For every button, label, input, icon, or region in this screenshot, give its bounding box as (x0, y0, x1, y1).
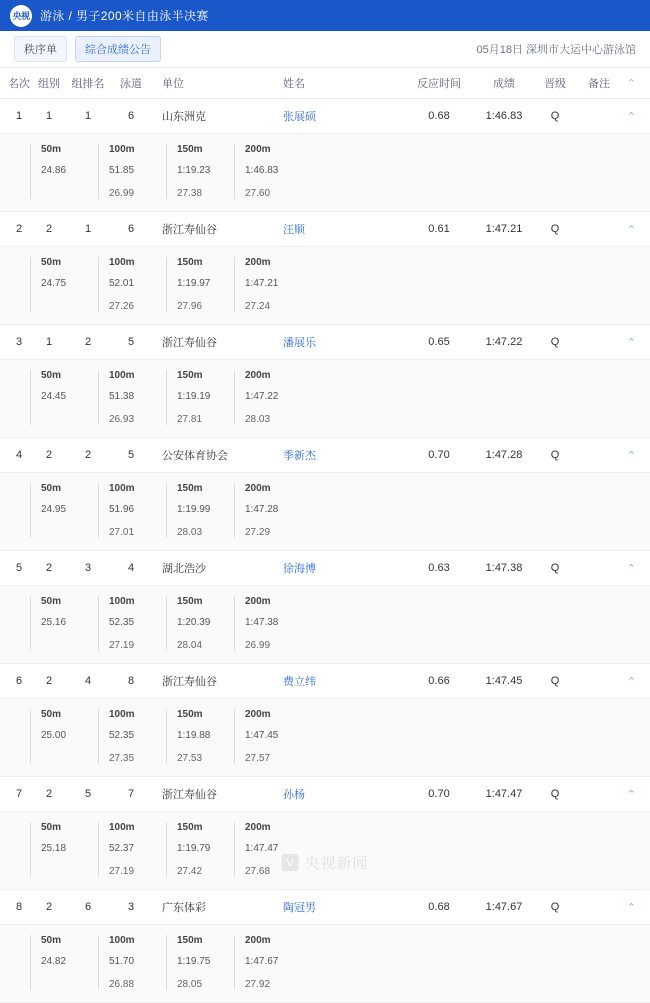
split-lap-time: 27.24 (245, 301, 271, 312)
split-cell (166, 257, 232, 312)
row-collapse-icon[interactable]: ⌃ (626, 788, 636, 801)
split-cell (30, 144, 96, 199)
cell-reaction: 0.65 (428, 336, 450, 348)
row-collapse-icon[interactable]: ⌃ (626, 562, 636, 575)
split-distance-label: 50m (41, 483, 62, 494)
cell-reaction: 0.68 (428, 901, 450, 913)
split-cell (30, 935, 96, 990)
cell-reaction: 0.70 (428, 449, 450, 461)
split-cumulative-time: 1:47.22 (245, 391, 279, 402)
split-distance-label: 150m (177, 596, 203, 607)
split-cell (30, 257, 96, 312)
split-lap-time: 27.01 (109, 527, 135, 538)
splits-panel (0, 812, 650, 890)
split-cumulative-time: 51.38 (109, 391, 135, 402)
split-distance-label: 50m (41, 144, 62, 155)
tab-start-list[interactable]: 秩序单 (14, 36, 67, 62)
column-header-group-rank: 组排名 (71, 78, 105, 90)
split-cumulative-time: 24.82 (41, 956, 67, 967)
split-cell (234, 709, 300, 764)
split-cumulative-time: 51.70 (109, 956, 135, 967)
split-cell (98, 370, 164, 425)
cell-athlete-name[interactable]: 徐海博 (283, 563, 316, 575)
split-lap-time: 26.93 (109, 414, 135, 425)
split-lap-time: 27.26 (109, 301, 135, 312)
split-cumulative-time: 24.45 (41, 391, 67, 402)
split-lap-time: 28.03 (245, 414, 271, 425)
cell-reaction: 0.70 (428, 788, 450, 800)
split-cell (98, 483, 164, 538)
split-lap-time: 27.60 (245, 188, 271, 199)
split-lap-time: 27.81 (177, 414, 203, 425)
split-cell (234, 596, 300, 651)
column-header-unit: 单位 (162, 78, 184, 90)
cctv-logo-icon: 央视 (10, 5, 32, 27)
split-distance-label: 100m (109, 709, 135, 720)
split-lap-time: 27.68 (245, 866, 271, 877)
watermark (281, 852, 368, 873)
split-cumulative-time: 1:47.21 (245, 278, 279, 289)
split-distance-label: 100m (109, 257, 135, 268)
split-distance-label: 150m (177, 257, 203, 268)
cell-unit: 浙江寿仙谷 (162, 337, 217, 349)
column-header-result: 成绩 (493, 78, 515, 90)
split-cell (166, 596, 232, 651)
split-distance-label: 50m (41, 822, 62, 833)
split-distance-label: 50m (41, 370, 62, 381)
cell-lane: 6 (127, 223, 135, 235)
cell-unit: 湖北浩沙 (162, 563, 206, 575)
split-lap-time: 27.92 (245, 979, 271, 990)
split-lap-time: 27.19 (109, 640, 135, 651)
table-row[interactable] (0, 890, 650, 925)
tab-results-bulletin[interactable]: 综合成绩公告 (75, 36, 161, 62)
splits-panel (0, 473, 650, 551)
split-lap-time: 27.96 (177, 301, 203, 312)
split-cumulative-time: 25.16 (41, 617, 67, 628)
split-distance-label: 200m (245, 144, 271, 155)
cell-group-rank: 1 (84, 223, 92, 235)
cell-group-rank: 6 (84, 901, 92, 913)
cell-result: 1:46.83 (485, 110, 523, 122)
split-distance-label: 200m (245, 370, 271, 381)
split-cumulative-time: 51.85 (109, 165, 135, 176)
split-distance-label: 150m (177, 935, 203, 946)
column-header-note: 备注 (588, 78, 610, 90)
table-row[interactable] (0, 325, 650, 360)
row-collapse-icon[interactable]: ⌃ (626, 675, 636, 688)
split-cumulative-time: 1:19.88 (177, 730, 211, 741)
split-distance-label: 150m (177, 483, 203, 494)
cell-unit: 浙江寿仙谷 (162, 224, 217, 236)
split-cell (98, 596, 164, 651)
splits-panel (0, 586, 650, 664)
cell-lane: 4 (127, 562, 135, 574)
table-header-row (0, 68, 650, 99)
cell-group: 1 (45, 336, 53, 348)
cell-rank: 2 (15, 223, 23, 235)
split-cumulative-time: 1:47.47 (245, 843, 279, 854)
split-cell (234, 144, 300, 199)
split-distance-label: 200m (245, 822, 271, 833)
split-cell (98, 257, 164, 312)
split-lap-time: 26.88 (109, 979, 135, 990)
split-cumulative-time: 52.35 (109, 617, 135, 628)
split-distance-label: 100m (109, 935, 135, 946)
cell-qualify: Q (550, 223, 560, 235)
split-cell (166, 709, 232, 764)
split-cumulative-time: 1:20.39 (177, 617, 211, 628)
cell-rank: 4 (15, 449, 23, 461)
weibo-icon: V (281, 854, 298, 871)
cell-qualify: Q (550, 901, 560, 913)
cell-group-rank: 4 (84, 675, 92, 687)
split-cumulative-time: 52.35 (109, 730, 135, 741)
cell-unit: 浙江寿仙谷 (162, 789, 217, 801)
split-cell (30, 483, 96, 538)
cell-group-rank: 5 (84, 788, 92, 800)
cell-qualify: Q (550, 336, 560, 348)
cell-reaction: 0.63 (428, 562, 450, 574)
split-cell (98, 822, 164, 877)
split-cumulative-time: 1:47.38 (245, 617, 279, 628)
split-cell (234, 935, 300, 990)
column-header-lane: 泳道 (120, 78, 142, 90)
splits-panel (0, 134, 650, 212)
cell-athlete-name[interactable]: 季新杰 (283, 450, 316, 462)
split-lap-time: 27.53 (177, 753, 203, 764)
split-distance-label: 200m (245, 935, 271, 946)
table-row[interactable] (0, 438, 650, 473)
split-cell (98, 144, 164, 199)
cell-athlete-name[interactable]: 汪顺 (283, 224, 305, 236)
cell-unit: 浙江寿仙谷 (162, 676, 217, 688)
cell-result: 1:47.22 (485, 336, 523, 348)
row-collapse-icon[interactable]: ⌃ (626, 901, 636, 914)
cell-unit: 山东洲克 (162, 111, 206, 123)
cell-unit: 广东体彩 (162, 902, 206, 914)
cell-result: 1:47.45 (485, 675, 523, 687)
split-distance-label: 100m (109, 144, 135, 155)
cell-athlete-name[interactable]: 孙杨 (283, 789, 305, 801)
split-distance-label: 200m (245, 596, 271, 607)
cell-athlete-name[interactable]: 张展硕 (283, 111, 316, 123)
split-cell (30, 822, 96, 877)
cell-group: 2 (45, 223, 53, 235)
app-header (0, 0, 650, 31)
split-cumulative-time: 52.37 (109, 843, 135, 854)
split-distance-label: 50m (41, 257, 62, 268)
cell-result: 1:47.47 (485, 788, 523, 800)
table-row[interactable] (0, 99, 650, 134)
split-cell (98, 709, 164, 764)
split-distance-label: 100m (109, 822, 135, 833)
split-cell (234, 257, 300, 312)
column-header-qualify: 晋级 (544, 78, 566, 90)
cell-lane: 6 (127, 110, 135, 122)
cell-rank: 1 (15, 110, 23, 122)
row-collapse-icon[interactable]: ⌃ (626, 336, 636, 349)
split-distance-label: 100m (109, 596, 135, 607)
split-cell (166, 144, 232, 199)
cell-reaction: 0.68 (428, 110, 450, 122)
cell-result: 1:47.21 (485, 223, 523, 235)
split-distance-label: 50m (41, 596, 62, 607)
split-lap-time: 26.99 (109, 188, 135, 199)
collapse-all-icon[interactable]: ⌃ (626, 77, 636, 90)
split-cumulative-time: 1:47.28 (245, 504, 279, 515)
row-collapse-icon[interactable]: ⌃ (626, 223, 636, 236)
cell-qualify: Q (550, 449, 560, 461)
cell-group: 2 (45, 449, 53, 461)
cell-result: 1:47.67 (485, 901, 523, 913)
splits-panel (0, 925, 650, 1003)
cell-group-rank: 1 (84, 110, 92, 122)
split-cumulative-time: 1:19.23 (177, 165, 211, 176)
split-distance-label: 150m (177, 822, 203, 833)
split-distance-label: 50m (41, 709, 62, 720)
cell-reaction: 0.61 (428, 223, 450, 235)
split-cumulative-time: 1:19.79 (177, 843, 211, 854)
split-cumulative-time: 1:19.99 (177, 504, 211, 515)
cell-rank: 7 (15, 788, 23, 800)
split-cumulative-time: 51.96 (109, 504, 135, 515)
cell-rank: 6 (15, 675, 23, 687)
column-header-reaction: 反应时间 (417, 78, 461, 90)
cell-rank: 8 (15, 901, 23, 913)
split-distance-label: 100m (109, 483, 135, 494)
cell-rank: 3 (15, 336, 23, 348)
split-cumulative-time: 1:47.67 (245, 956, 279, 967)
split-cumulative-time: 24.95 (41, 504, 67, 515)
cell-result: 1:47.38 (485, 562, 523, 574)
cell-lane: 5 (127, 336, 135, 348)
split-lap-time: 27.57 (245, 753, 271, 764)
split-cell (234, 483, 300, 538)
cell-rank: 5 (15, 562, 23, 574)
cell-qualify: Q (550, 788, 560, 800)
cell-group: 2 (45, 901, 53, 913)
split-distance-label: 200m (245, 483, 271, 494)
split-cumulative-time: 1:19.97 (177, 278, 211, 289)
split-distance-label: 50m (41, 935, 62, 946)
row-collapse-icon[interactable]: ⌃ (626, 449, 636, 462)
split-cell (30, 709, 96, 764)
cell-group: 1 (45, 110, 53, 122)
split-cell (30, 370, 96, 425)
table-row[interactable] (0, 212, 650, 247)
toolbar (0, 31, 650, 68)
splits-panel (0, 360, 650, 438)
cell-group: 2 (45, 562, 53, 574)
cell-lane: 3 (127, 901, 135, 913)
split-lap-time: 28.03 (177, 527, 203, 538)
split-distance-label: 200m (245, 709, 271, 720)
split-cell (98, 935, 164, 990)
cell-reaction: 0.66 (428, 675, 450, 687)
split-distance-label: 150m (177, 370, 203, 381)
cell-athlete-name[interactable]: 费立纬 (283, 676, 316, 688)
table-row[interactable] (0, 777, 650, 812)
cell-group-rank: 2 (84, 449, 92, 461)
split-lap-time: 27.35 (109, 753, 135, 764)
cell-qualify: Q (550, 562, 560, 574)
cell-qualify: Q (550, 675, 560, 687)
split-lap-time: 28.04 (177, 640, 203, 651)
split-cumulative-time: 1:47.45 (245, 730, 279, 741)
split-cell (30, 596, 96, 651)
cell-lane: 7 (127, 788, 135, 800)
cell-group: 2 (45, 788, 53, 800)
split-cell (166, 822, 232, 877)
page-title: 游泳 / 男子200米自由泳半决赛 (40, 9, 209, 23)
cell-lane: 5 (127, 449, 135, 461)
cell-unit: 公安体育协会 (162, 450, 228, 462)
cell-group-rank: 2 (84, 336, 92, 348)
cell-athlete-name[interactable]: 潘展乐 (283, 337, 316, 349)
split-cumulative-time: 52.01 (109, 278, 135, 289)
split-lap-time: 27.38 (177, 188, 203, 199)
cell-qualify: Q (550, 110, 560, 122)
splits-panel (0, 247, 650, 325)
split-cumulative-time: 1:19.75 (177, 956, 211, 967)
split-distance-label: 100m (109, 370, 135, 381)
cell-athlete-name[interactable]: 陶冠男 (283, 902, 316, 914)
cell-result: 1:47.28 (485, 449, 523, 461)
split-distance-label: 150m (177, 709, 203, 720)
cell-lane: 8 (127, 675, 135, 687)
table-row[interactable] (0, 551, 650, 586)
event-meta: 05月18日 深圳市大运中心游泳馆 (476, 44, 636, 56)
split-lap-time: 27.42 (177, 866, 203, 877)
split-lap-time: 27.29 (245, 527, 271, 538)
cell-group-rank: 3 (84, 562, 92, 574)
watermark-text: 央视新闻 (304, 855, 369, 872)
split-cell (166, 370, 232, 425)
split-lap-time: 27.19 (109, 866, 135, 877)
row-collapse-icon[interactable]: ⌃ (626, 110, 636, 123)
column-header-rank: 名次 (8, 78, 30, 90)
column-header-name: 姓名 (283, 78, 305, 90)
split-lap-time: 28.05 (177, 979, 203, 990)
split-cumulative-time: 1:19.19 (177, 391, 211, 402)
split-distance-label: 200m (245, 257, 271, 268)
split-cumulative-time: 25.00 (41, 730, 67, 741)
split-cumulative-time: 24.86 (41, 165, 67, 176)
split-lap-time: 26.99 (245, 640, 271, 651)
splits-panel (0, 699, 650, 777)
cell-group: 2 (45, 675, 53, 687)
split-cell (166, 483, 232, 538)
split-distance-label: 150m (177, 144, 203, 155)
split-cell (234, 370, 300, 425)
split-cell (166, 935, 232, 990)
split-cumulative-time: 1:46.83 (245, 165, 279, 176)
split-cumulative-time: 25.18 (41, 843, 67, 854)
column-header-group: 组别 (38, 78, 60, 90)
view-tabs (14, 36, 161, 62)
table-row[interactable] (0, 664, 650, 699)
split-cumulative-time: 24.75 (41, 278, 67, 289)
